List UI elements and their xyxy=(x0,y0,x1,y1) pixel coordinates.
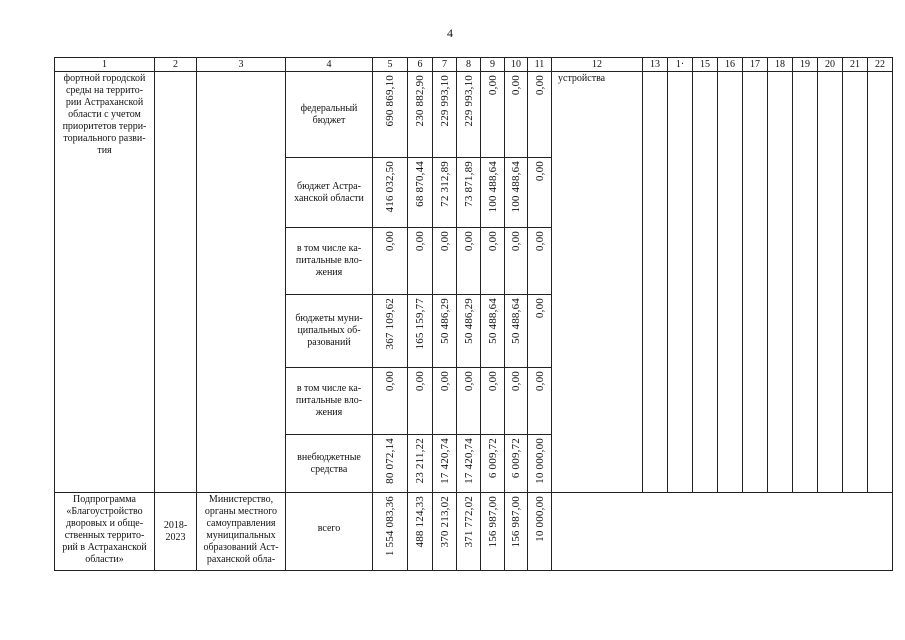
funding-source-cell xyxy=(286,435,373,493)
funding-source: бюджет Астра- ханской области xyxy=(294,180,364,204)
value: 0,00 xyxy=(533,161,546,182)
column-header: 5 xyxy=(373,58,408,72)
value-cell xyxy=(505,493,528,571)
value-cell xyxy=(457,368,481,435)
value-cell xyxy=(408,493,433,571)
value: 0,00 xyxy=(510,75,522,96)
value-cell xyxy=(528,435,552,493)
funding-source-cell xyxy=(286,72,373,158)
value: 0,00 xyxy=(414,371,426,392)
value-cell xyxy=(481,493,505,571)
column-header: 17 xyxy=(743,58,768,72)
value: 690 869,10 xyxy=(384,75,396,127)
result-cell xyxy=(552,72,643,493)
column-header: 11 xyxy=(528,58,552,72)
value: 0,00 xyxy=(486,371,499,392)
value: 0,00 xyxy=(533,75,546,96)
value-cell xyxy=(457,435,481,493)
value-cell xyxy=(408,228,433,295)
value: 488 124,33 xyxy=(414,496,426,548)
subprogram-period: 2018- 2023 xyxy=(163,519,188,543)
value-cell xyxy=(481,72,505,158)
value-cell xyxy=(373,72,408,158)
value: 370 213,02 xyxy=(438,496,451,548)
value: 100 488,64 xyxy=(486,161,499,213)
value: 6 009,72 xyxy=(486,438,499,479)
value: 0,00 xyxy=(462,231,475,252)
funding-source: всего xyxy=(317,523,341,534)
value: 0,00 xyxy=(486,75,499,96)
value: 0,00 xyxy=(533,371,546,392)
value: 367 109,62 xyxy=(384,298,396,350)
value-cell xyxy=(505,435,528,493)
value: 0,00 xyxy=(533,231,546,252)
value: 0,00 xyxy=(510,371,522,392)
column-header: 1· xyxy=(668,58,693,72)
empty-cell xyxy=(768,72,793,493)
value-cell xyxy=(408,158,433,228)
funding-source: федеральный бюджет xyxy=(300,102,358,126)
budget-table xyxy=(54,57,893,571)
value: 1 554 083,36 xyxy=(384,496,396,557)
value-cell xyxy=(373,435,408,493)
program-name: фортной городской среды на террито- рии Астраханской области с учетом приоритетов терри- ториального разви- тия xyxy=(62,73,147,156)
value: 50 488,64 xyxy=(486,298,499,344)
value: 229 993,10 xyxy=(438,75,451,127)
column-header: 12 xyxy=(552,58,643,72)
value-cell xyxy=(373,228,408,295)
empty-cell xyxy=(718,72,743,493)
column-header: 1 xyxy=(55,58,155,72)
value-cell xyxy=(528,228,552,295)
value-cell xyxy=(481,435,505,493)
value-cell xyxy=(528,493,552,571)
column-header: 13 xyxy=(643,58,668,72)
value-cell xyxy=(408,368,433,435)
column-header: 7 xyxy=(433,58,457,72)
value-cell xyxy=(433,72,457,158)
period-cell xyxy=(155,72,197,493)
subprogram-period-cell xyxy=(155,493,197,571)
value: 156 987,00 xyxy=(486,496,499,548)
value: 72 312,89 xyxy=(438,161,451,207)
value-cell xyxy=(373,295,408,368)
value-cell xyxy=(408,435,433,493)
value: 371 772,02 xyxy=(462,496,475,548)
value-cell xyxy=(373,368,408,435)
value: 0,00 xyxy=(384,231,396,252)
column-header: 15 xyxy=(693,58,718,72)
column-header: 3 xyxy=(197,58,286,72)
funding-source-cell xyxy=(286,295,373,368)
column-header: 18 xyxy=(768,58,793,72)
column-header: 21 xyxy=(843,58,868,72)
value-cell xyxy=(433,435,457,493)
value: 50 486,29 xyxy=(462,298,475,344)
column-header: 8 xyxy=(457,58,481,72)
value-cell xyxy=(408,295,433,368)
value-cell xyxy=(457,72,481,158)
result-text: устройства xyxy=(558,73,606,84)
subprogram-executor: Министерство, органы местного самоуправления муниципальных образований Аст- раханской обла- xyxy=(203,494,279,565)
value: 10 000,00 xyxy=(533,438,546,484)
value-cell xyxy=(505,72,528,158)
column-header: 22 xyxy=(868,58,893,72)
value-cell xyxy=(481,228,505,295)
value-cell xyxy=(481,295,505,368)
value-cell xyxy=(433,228,457,295)
empty-cell xyxy=(868,72,893,493)
value: 0,00 xyxy=(533,298,546,319)
value: 0,00 xyxy=(486,231,499,252)
value-cell xyxy=(505,228,528,295)
value: 0,00 xyxy=(510,231,522,252)
value-cell xyxy=(408,72,433,158)
value-cell xyxy=(433,158,457,228)
value-cell xyxy=(528,368,552,435)
value-cell xyxy=(457,228,481,295)
value: 80 072,14 xyxy=(384,438,396,484)
value-cell xyxy=(528,295,552,368)
column-header: 2 xyxy=(155,58,197,72)
column-header: 4 xyxy=(286,58,373,72)
value: 229 993,10 xyxy=(462,75,475,127)
column-header: 9 xyxy=(481,58,505,72)
value-cell xyxy=(433,368,457,435)
empty-cell xyxy=(668,72,693,493)
program-name-cell xyxy=(55,72,155,493)
value-cell xyxy=(373,493,408,571)
funding-source-cell xyxy=(286,158,373,228)
value: 23 211,22 xyxy=(414,438,426,484)
value: 6 009,72 xyxy=(510,438,522,479)
value: 17 420,74 xyxy=(438,438,451,484)
column-header: 10 xyxy=(505,58,528,72)
funding-source: бюджеты муни- ципальных об- разований xyxy=(295,313,363,348)
value-cell xyxy=(433,295,457,368)
executor-cell xyxy=(197,72,286,493)
value: 17 420,74 xyxy=(462,438,475,484)
value-cell xyxy=(373,158,408,228)
funding-source-cell xyxy=(286,368,373,435)
empty-cell xyxy=(693,72,718,493)
value-cell xyxy=(505,158,528,228)
value: 165 159,77 xyxy=(414,298,426,350)
funding-source-cell xyxy=(286,228,373,295)
value-cell xyxy=(481,368,505,435)
empty-cell xyxy=(643,72,668,493)
empty-cell xyxy=(843,72,868,493)
value: 73 871,89 xyxy=(462,161,475,207)
page-number: 4 xyxy=(447,26,453,40)
value: 0,00 xyxy=(462,371,475,392)
column-header: 16 xyxy=(718,58,743,72)
funding-source: в том числе ка- питальные вло- жения xyxy=(295,383,363,418)
value: 100 488,64 xyxy=(510,161,522,213)
value-cell xyxy=(481,158,505,228)
value-cell xyxy=(433,493,457,571)
value: 0,00 xyxy=(438,371,451,392)
value-cell xyxy=(528,72,552,158)
value: 416 032,50 xyxy=(384,161,396,213)
value: 10 000,00 xyxy=(533,496,546,542)
value: 68 870,44 xyxy=(414,161,426,207)
value: 50 488,64 xyxy=(510,298,522,344)
value-cell xyxy=(505,368,528,435)
empty-cell xyxy=(743,72,768,493)
column-header: 19 xyxy=(793,58,818,72)
value: 156 987,00 xyxy=(510,496,522,548)
value: 50 486,29 xyxy=(438,298,451,344)
value-cell xyxy=(528,158,552,228)
subprogram-name: Подпрограмма «Благоустройство дворовых и обще- ственных террито- рий в Астраханской области» xyxy=(62,494,147,565)
value: 0,00 xyxy=(414,231,426,252)
value-cell xyxy=(457,158,481,228)
value-cell xyxy=(457,493,481,571)
funding-source-cell xyxy=(286,493,373,571)
empty-cell xyxy=(793,72,818,493)
empty-cell xyxy=(818,72,843,493)
value-cell xyxy=(457,295,481,368)
value-cell xyxy=(505,295,528,368)
value: 0,00 xyxy=(384,371,396,392)
subprogram-name-cell xyxy=(55,493,155,571)
column-header: 6 xyxy=(408,58,433,72)
subprogram-executor-cell xyxy=(197,493,286,571)
value: 230 882,90 xyxy=(414,75,426,127)
table-row xyxy=(55,72,893,158)
subprogram-row xyxy=(55,493,893,571)
funding-source: внебюджетные средства xyxy=(297,451,361,475)
value: 0,00 xyxy=(438,231,451,252)
header-row xyxy=(55,58,893,72)
subprogram-empty-cell xyxy=(552,493,893,571)
column-header: 20 xyxy=(818,58,843,72)
funding-source: в том числе ка- питальные вло- жения xyxy=(295,243,363,278)
